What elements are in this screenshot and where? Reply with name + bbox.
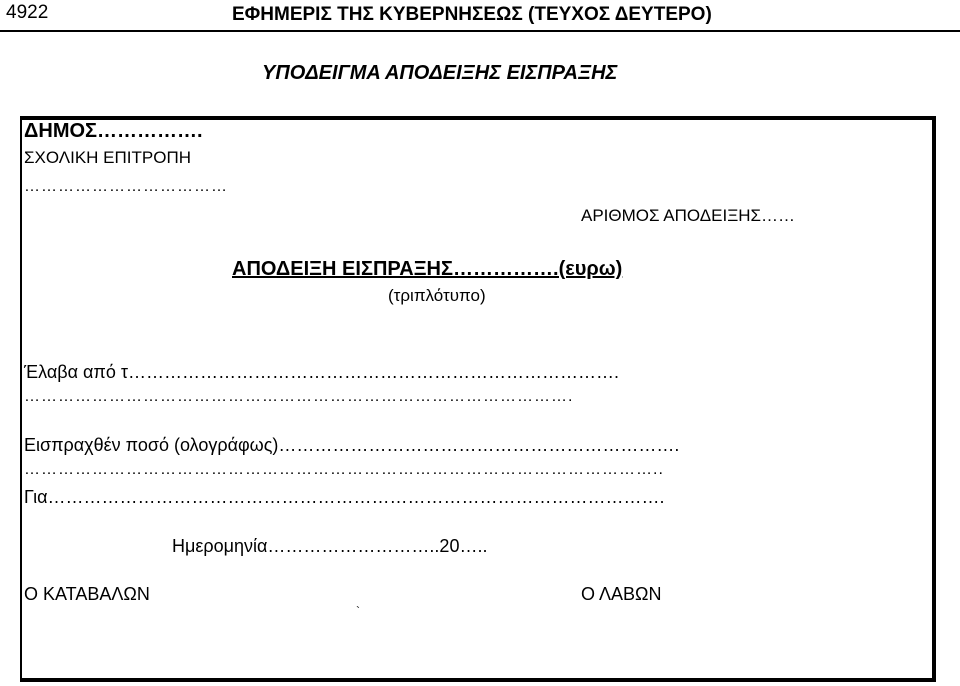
date-line: Ημερομηνία………………………..20….. [172, 536, 488, 556]
receipt-heading: ΑΠΟΔΕΙΞΗ ΕΙΣΠΡΑΞΗΣ…………….(ευρω) [232, 258, 623, 280]
amount-in-words-line: Εισπραχθέν ποσό (ολογράφως)…………………………………………………………. [24, 435, 680, 455]
stray-mark: ` [356, 604, 360, 618]
form-title: ΥΠΟΔΕΙΓΜΑ ΑΠΟΔΕΙΞΗΣ ΕΙΣΠΡΑΞΗΣ [262, 62, 618, 84]
page-number: 4922 [6, 2, 49, 23]
receiver-signature-label: Ο ΛΑΒΩΝ [581, 584, 662, 604]
municipality-line: ΔΗΜΟΣ……………. [24, 120, 203, 142]
gazette-header: ΕΦΗΜΕΡΙΣ ΤΗΣ ΚΥΒΕΡΝΗΣΕΩΣ (ΤΕΥΧΟΣ ΔΕΥΤΕΡΟ) [232, 4, 712, 25]
receipt-number-label: ΑΡΙΘΜΟΣ ΑΠΟΔΕΙΞΗΣ…… [581, 206, 796, 225]
copies-note: (τριπλότυπο) [388, 286, 486, 305]
payer-signature-label: Ο ΚΑΤΑΒΑΛΩΝ [24, 584, 150, 604]
school-committee-dots: ……………………………… [24, 178, 228, 195]
header-rule [0, 30, 960, 32]
amount-in-words-continuation: ………………………………………………………………………………………………….. [24, 461, 664, 478]
received-from-continuation: ……………………………………………………………………………………. [24, 388, 574, 405]
purpose-line: Για…………………………………………………………………………………………. [24, 487, 665, 507]
received-from-line: Έλαβα από τ………………………………………………………………………. [24, 362, 619, 382]
school-committee-label: ΣΧΟΛΙΚΗ ΕΠΙΤΡΟΠΗ [24, 148, 192, 167]
